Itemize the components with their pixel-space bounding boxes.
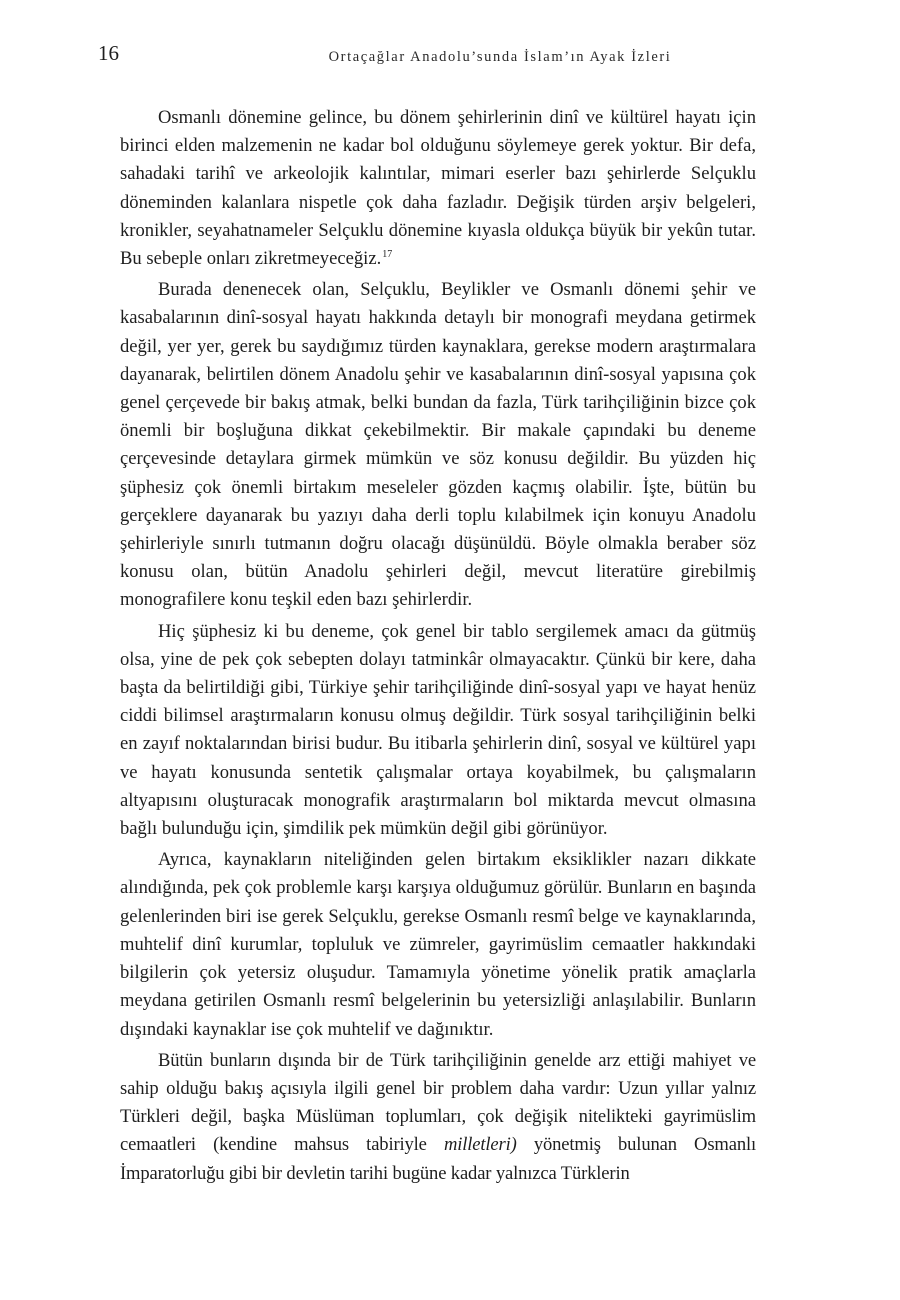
paragraph-5-text-end: yönetmiş bulunan Osmanlı İmparatorluğu gibi bir devletin tarihi bugüne kadar yalnızca Türklerin xyxy=(120,1134,757,1184)
paragraph-3: Hiç şüphesiz ki bu deneme, çok genel bir tablo sergilemek amacı da gütmüş olsa, yine de pek çok sebepten dolayı tatminkâr olmayacaktır. Çünkü bir kere, daha başta da belirtildiği gibi, Türkiye şehir tarihçiliğinde dinî-sosyal yapı ve hayat henüz ciddi bilimsel araştırmaların konusu olmuş değildir. Türk sosyal tarihçiliğinin belki en zayıf noktalarından birisi budur. Bu itibarla şehirlerin dinî, sosyal ve kültürel yapı ve hayatı konusunda sentetik çalışmalar ortaya koyabilmek, bu çalışmaların altyapısını oluşturacak monografik araştırmaların bol miktarda mevcut olmasına bağlı bulunduğu için, şimdilik pek mümkün değil gibi görünüyor. xyxy=(120,620,756,840)
footnote-ref-17[interactable]: 17 xyxy=(382,249,393,261)
paragraph-1 xyxy=(120,104,756,273)
paragraph-5 xyxy=(120,1047,756,1188)
page-number: 16 xyxy=(98,41,119,65)
paragraph-2: Burada denenecek olan, Selçuklu, Beylikler ve Osmanlı dönemi şehir ve kasabalarının dinî-sosyal hayatı hakkında detaylı bir monografi meydana getirmek değil, yer yer, gerek bu saydığımız türden kaynaklara, gerekse modern araştırmalara dayanarak, belirtilen dönem Anadolu şehir ve kasabalarının dinî-sosyal yapısına çok genel çerçevede bir bakış atmak, belki bundan da fazla, Türk tarihçiliğinin bizce çok önemli bir boşluğuna dikkat çekebilmektir. Bir makale çapındaki bu deneme çerçevesinde detaylara girmek mümkün ve söz konusu değildir. Bu yüzden hiç şüphesiz çok önemli birtakım meseleler gözden kaçmış olabilir. İşte, bütün bu gerçeklere dayanarak bu yazıyı daha derli toplu kılabilmek için konuyu Anadolu şehirleriyle sınırlı tutmanın doğru olacağı düşünüldü. Böyle olmakla beraber söz konusu olan, bütün Anadolu şehirleri değil, mevcut literatüre girebilmiş monografilere konu teşkil eden bazı şehirlerdir. xyxy=(120,279,756,611)
running-header: Ortaçağlar Anadolu’sunda İslam’ın Ayak İzleri xyxy=(328,49,672,65)
body-text xyxy=(120,104,756,1191)
paragraph-5-italic-term: milletleri) xyxy=(443,1134,517,1156)
paragraph-1-text: Osmanlı dönemine gelince, bu dönem şehirlerinin dinî ve kültürel hayatı için birinci elden malzemenin ne kadar bol olduğunu söylemeye gerek yoktur. Bir defa, sahadaki tarihî ve arkeolojik kalıntılar, mimari eserler bazı şehirlerde Selçuklu döneminden kalanlara nispetle çok daha fazladır. Değişik türden arşiv belgeleri, kronikler, seyahatnameler Selçuklu dönemine kıyasla oldukça büyük bir yekûn tutar. Bu sebeple onları zikretmeyeceğiz. xyxy=(120,107,756,270)
paragraph-4: Ayrıca, kaynakların niteliğinden gelen birtakım eksiklikler nazarı dikkate alındığında, pek çok problemle karşı karşıya olduğumuz görülür. Bunların en başında gelenlerinden biri ise gerek Selçuklu, gerekse Osmanlı resmî belge ve kaynaklarında, muhtelif dinî kurumlar, topluluk ve zümreler, gayrimüslim cemaatler hakkındaki bilgilerin çok yetersiz oluşudur. Tamamıyla yönetime yönelik pratik amaçlarla meydana getirilen Osmanlı resmî belgelerinin bu yetersizliği anlaşılabilir. Bunların dışındaki kaynaklar ise çok muhtelif ve dağınıktır. xyxy=(120,849,756,1040)
paragraph-5-text-start: Bütün bunların dışında bir de Türk tarihçiliğinin genelde arz ettiği mahiyet ve sahip olduğu bakış açısıyla ilgili genel bir problem daha vardır: Uzun yıllar yalnız Türkleri değil, başka Müslüman toplumları, çok değişik nitelikteki gayrimüslim cemaatleri (kendine mahsus tabiriyle xyxy=(120,1049,756,1156)
